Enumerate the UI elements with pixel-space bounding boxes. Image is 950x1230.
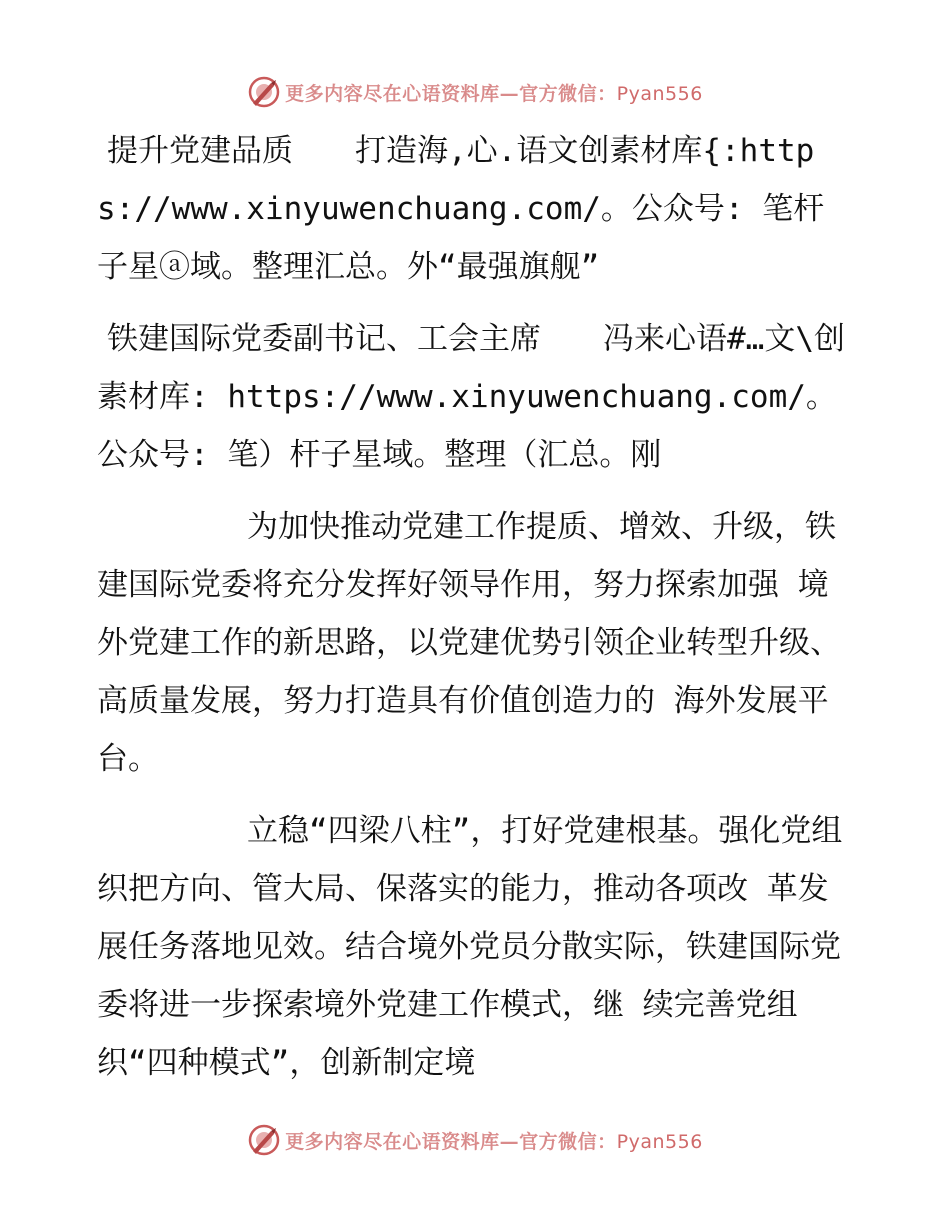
paragraph-author: 铁建国际党委副书记、工会主席 冯来心语#…文\创素材库: https://www.xinyuwenchuang.com/。公众号: 笔）杆子星域。整理（汇总。刚 [97,321,845,473]
document-body [97,122,847,1106]
watermark-text [285,79,703,106]
pen-logo-icon [247,75,281,109]
watermark-main-text: 更多内容尽在心语资料库—官方微信： [285,1130,617,1153]
watermark-main-text: 更多内容尽在心语资料库—官方微信： [285,82,617,105]
watermark-wechat-id: Pyan556 [616,1130,703,1153]
pen-logo-icon [247,1123,281,1157]
footer-watermark [0,1120,950,1160]
paragraph-title: 提升党建品质 打造海,心.语文创素材库{:https://www.xinyuwenchuang.com/。公众号: 笔杆子星ⓐ域。整理汇总。外“最强旗舰” [97,133,825,285]
watermark-wechat-id: Pyan556 [616,82,703,105]
paragraph-section: 立稳“四梁八柱”，打好党建根基。强化党组织把方向、管大局、保落实的能力，推动各项改 革发展任务落地见效。结合境外党员分散实际，铁建国际党委将进一步探索境外党建工作模式，继 续完善党组织“四种模式”，创新制定境 [97,813,843,1081]
header-watermark [0,72,950,112]
watermark-text [285,1127,703,1154]
paragraph-intro: 为加快推动党建工作提质、增效、升级，铁建国际党委将充分发挥好领导作用，努力探索加强 境外党建工作的新思路，以党建优势引领企业转型升级、高质量发展，努力打造具有价值创造力的 海外发展平台。 [97,509,841,777]
